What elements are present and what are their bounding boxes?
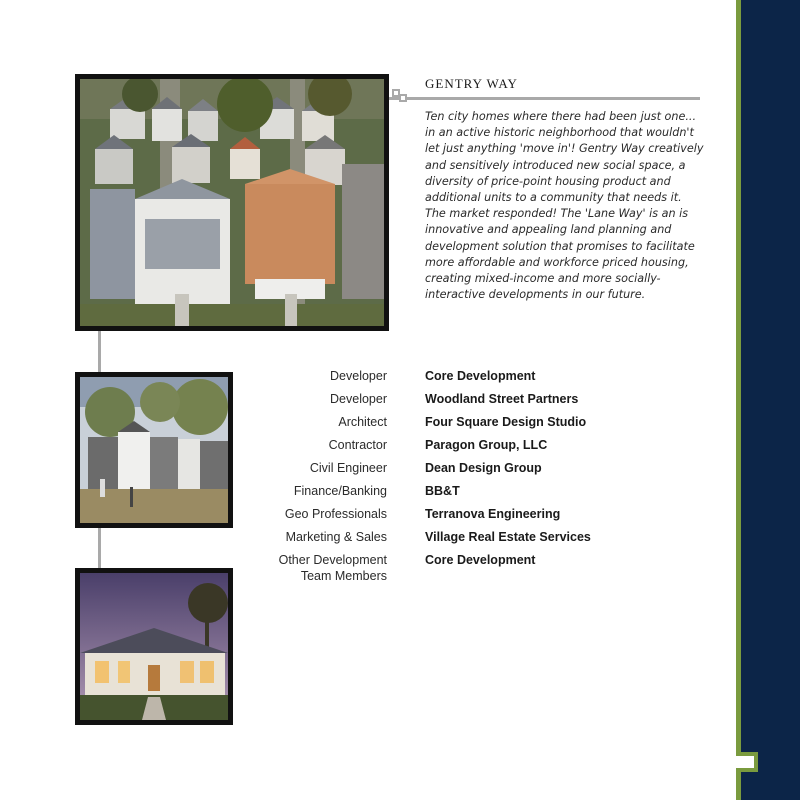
team-role: Developer — [330, 392, 387, 406]
band-tab-decoration — [736, 752, 758, 772]
title-rule — [389, 97, 700, 100]
team-role: Finance/Banking — [293, 484, 387, 498]
connector-line-2 — [98, 528, 101, 568]
description-line: and sensitively introduced new social space, a — [425, 158, 686, 172]
description-line: interactive developments in our future. — [425, 288, 646, 302]
title-rule-box-2 — [399, 94, 407, 102]
project-title: GENTRY WAY — [425, 76, 518, 91]
description-line: Ten city homes where there had been just one... — [425, 110, 697, 123]
description-line: additional units to a community that needs it. — [425, 191, 682, 205]
team-member: Paragon Group, LLC — [425, 438, 548, 452]
team-list — [240, 368, 660, 586]
dusk-house-photo — [75, 568, 233, 725]
description-line: in an active historic neighborhood that wouldn't — [425, 126, 694, 140]
team-row — [240, 529, 660, 552]
team-row — [240, 506, 660, 529]
description-line: The market responded! The 'Lane Way' is an is — [425, 207, 689, 221]
right-navy-band — [736, 0, 800, 800]
team-role: Contractor — [328, 438, 387, 452]
team-role: Developer — [330, 369, 387, 383]
team-member: Core Development — [425, 369, 536, 383]
team-member: Dean Design Group — [425, 461, 542, 475]
team-row — [240, 391, 660, 414]
description-line: development solution that promises to facilitate — [425, 239, 695, 253]
team-role-line: Other Development — [278, 553, 387, 567]
team-role: Marketing & Sales — [285, 530, 387, 544]
team-role: Civil Engineer — [309, 461, 387, 475]
aerial-photo — [75, 74, 389, 331]
description-line: creating mixed-income and more socially- — [425, 272, 661, 286]
description-line: let just anything 'move in'! Gentry Way creatively — [425, 142, 704, 156]
team-member: Terranova Engineering — [425, 507, 561, 521]
team-member: Four Square Design Studio — [425, 415, 587, 429]
team-member: Woodland Street Partners — [425, 392, 579, 406]
team-role-line: Team Members — [300, 569, 387, 583]
rendering-photo — [75, 372, 233, 528]
team-row — [240, 368, 660, 391]
team-member: Village Real Estate Services — [425, 530, 591, 544]
team-role — [240, 552, 425, 586]
team-member: Core Development — [425, 553, 536, 567]
team-row — [240, 483, 660, 506]
team-row — [240, 414, 660, 437]
description-line: more affordable and workforce priced housing, — [425, 255, 689, 269]
team-role: Architect — [338, 415, 387, 429]
description-line: innovative and appealing land planning and — [425, 223, 672, 237]
description-line: diversity of price-point housing product and — [425, 174, 671, 188]
team-row — [240, 552, 660, 586]
team-member: BB&T — [425, 484, 460, 498]
team-role: Geo Professionals — [284, 507, 387, 521]
connector-line-1 — [98, 331, 101, 372]
project-description — [425, 109, 730, 303]
team-row — [240, 437, 660, 460]
team-row — [240, 460, 660, 483]
